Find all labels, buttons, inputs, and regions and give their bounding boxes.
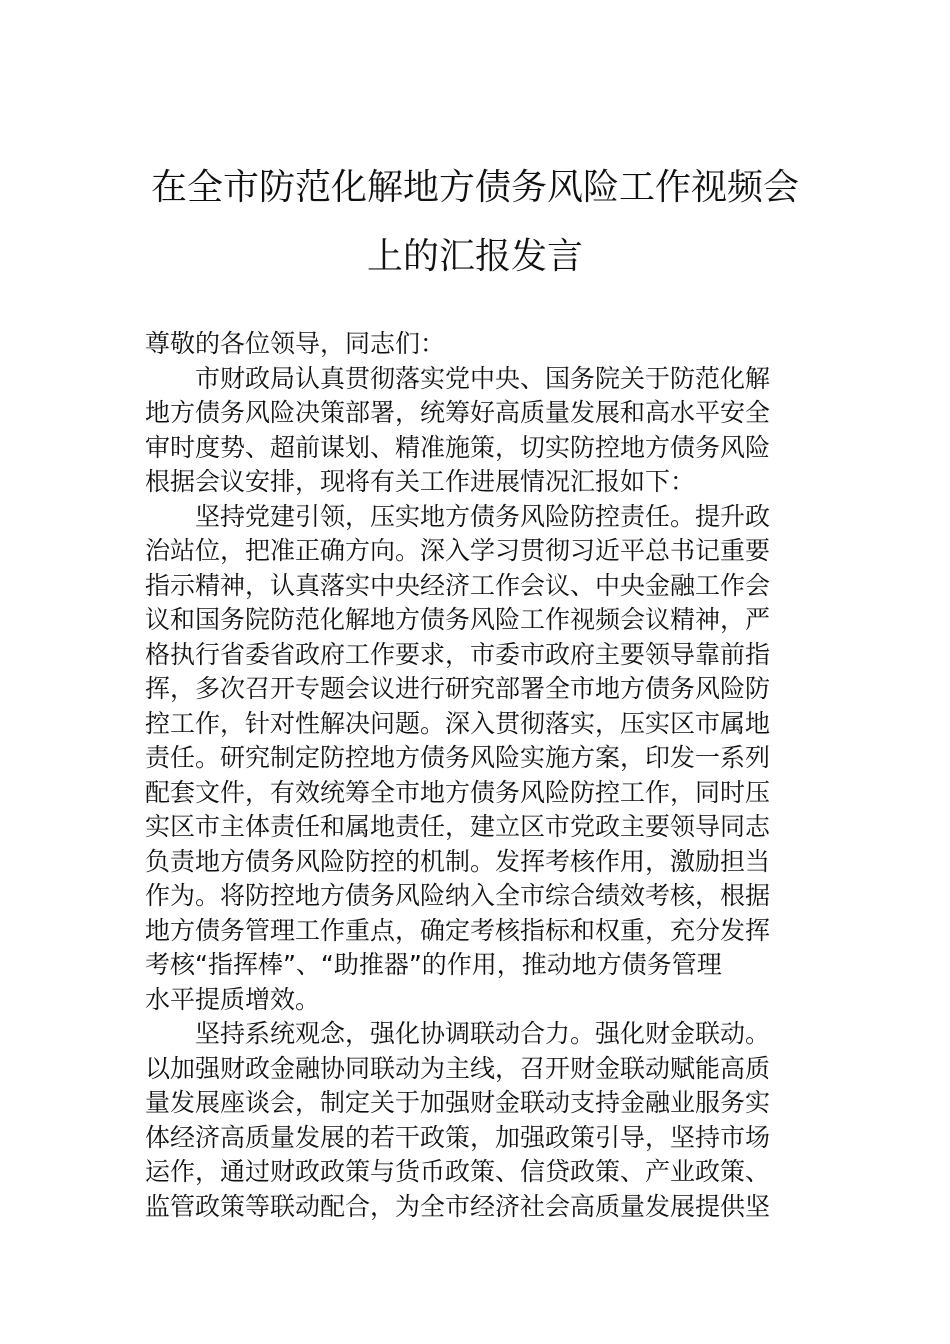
body-text-line: 量发展座谈会，制定关于加强财金联动支持金融业服务实 xyxy=(145,1088,771,1117)
body-text-line: 市财政局认真贯彻落实党中央、国务院关于防范化解 xyxy=(195,363,771,393)
body-text-line: 负责地方债务风险防控的机制。发挥考核作用，激励担当 xyxy=(145,846,771,876)
body-text-line: 根据会议安排，现将有关工作进展情况汇报如下： xyxy=(145,467,696,496)
body-text-line: 作为。将防控地方债务风险纳入全市综合绩效考核，根据 xyxy=(145,881,771,910)
body-text-line: 配套文件，有效统筹全市地方债务风险防控工作，同时压 xyxy=(145,777,771,807)
body-text-line: 控工作，针对性解决问题。深入贯彻落实，压实区市属地 xyxy=(145,708,771,738)
body-text-line: 考核“指挥棒”、“助推器”的作用，推动地方债务管理 xyxy=(145,950,722,979)
body-text-line: 地方债务管理工作重点，确定考核指标和权重，充分发挥 xyxy=(145,915,771,945)
body-text-line: 治站位，把准正确方向。深入学习贯彻习近平总书记重要 xyxy=(145,536,771,565)
document-title-line-1: 在全市防范化解地方债务风险工作视频会 xyxy=(150,167,799,208)
body-text-line: 水平提质增效。 xyxy=(145,984,321,1014)
body-text-line: 坚持系统观念，强化协调联动合力。强化财金联动。 xyxy=(195,1019,771,1048)
body-text-line: 责任。研究制定防控地方债务风险实施方案，印发一系列 xyxy=(145,743,771,772)
body-text-line: 地方债务风险决策部署，统筹好高质量发展和高水平安全 xyxy=(145,398,771,427)
body-text-line: 挥，多次召开专题会议进行研究部署全市地方债务风险防 xyxy=(145,674,771,703)
body-text-line: 体经济高质量发展的若干政策，加强政策引导，坚持市场 xyxy=(145,1122,771,1152)
body-text-line: 监管政策等联动配合，为全市经济社会高质量发展提供坚 xyxy=(145,1191,771,1221)
document-title-line-2: 上的汇报发言 xyxy=(366,236,583,277)
body-text-line: 审时度势、超前谋划、精准施策，切实防控地方债务风险 xyxy=(145,432,771,462)
body-text-line: 格执行省委省政府工作要求，市委市政府主要领导靠前指 xyxy=(145,639,771,669)
body-text-line: 尊敬的各位领导，同志们： xyxy=(145,329,446,358)
body-text-line: 坚持党建引领，压实地方债务风险防控责任。提升政 xyxy=(195,501,771,531)
body-text-line: 议和国务院防范化解地方债务风险工作视频会议精神，严 xyxy=(145,605,771,634)
body-text-line: 以加强财政金融协同联动为主线，召开财金联动赋能高质 xyxy=(145,1053,771,1083)
document-body xyxy=(145,327,810,1224)
body-text-line: 指示精神，认真落实中央经济工作会议、中央金融工作会 xyxy=(145,570,771,600)
body-text-line: 运作，通过财政政策与货币政策、信贷政策、产业政策、 xyxy=(145,1157,771,1186)
body-text-line: 实区市主体责任和属地责任，建立区市党政主要领导同志 xyxy=(145,812,771,841)
